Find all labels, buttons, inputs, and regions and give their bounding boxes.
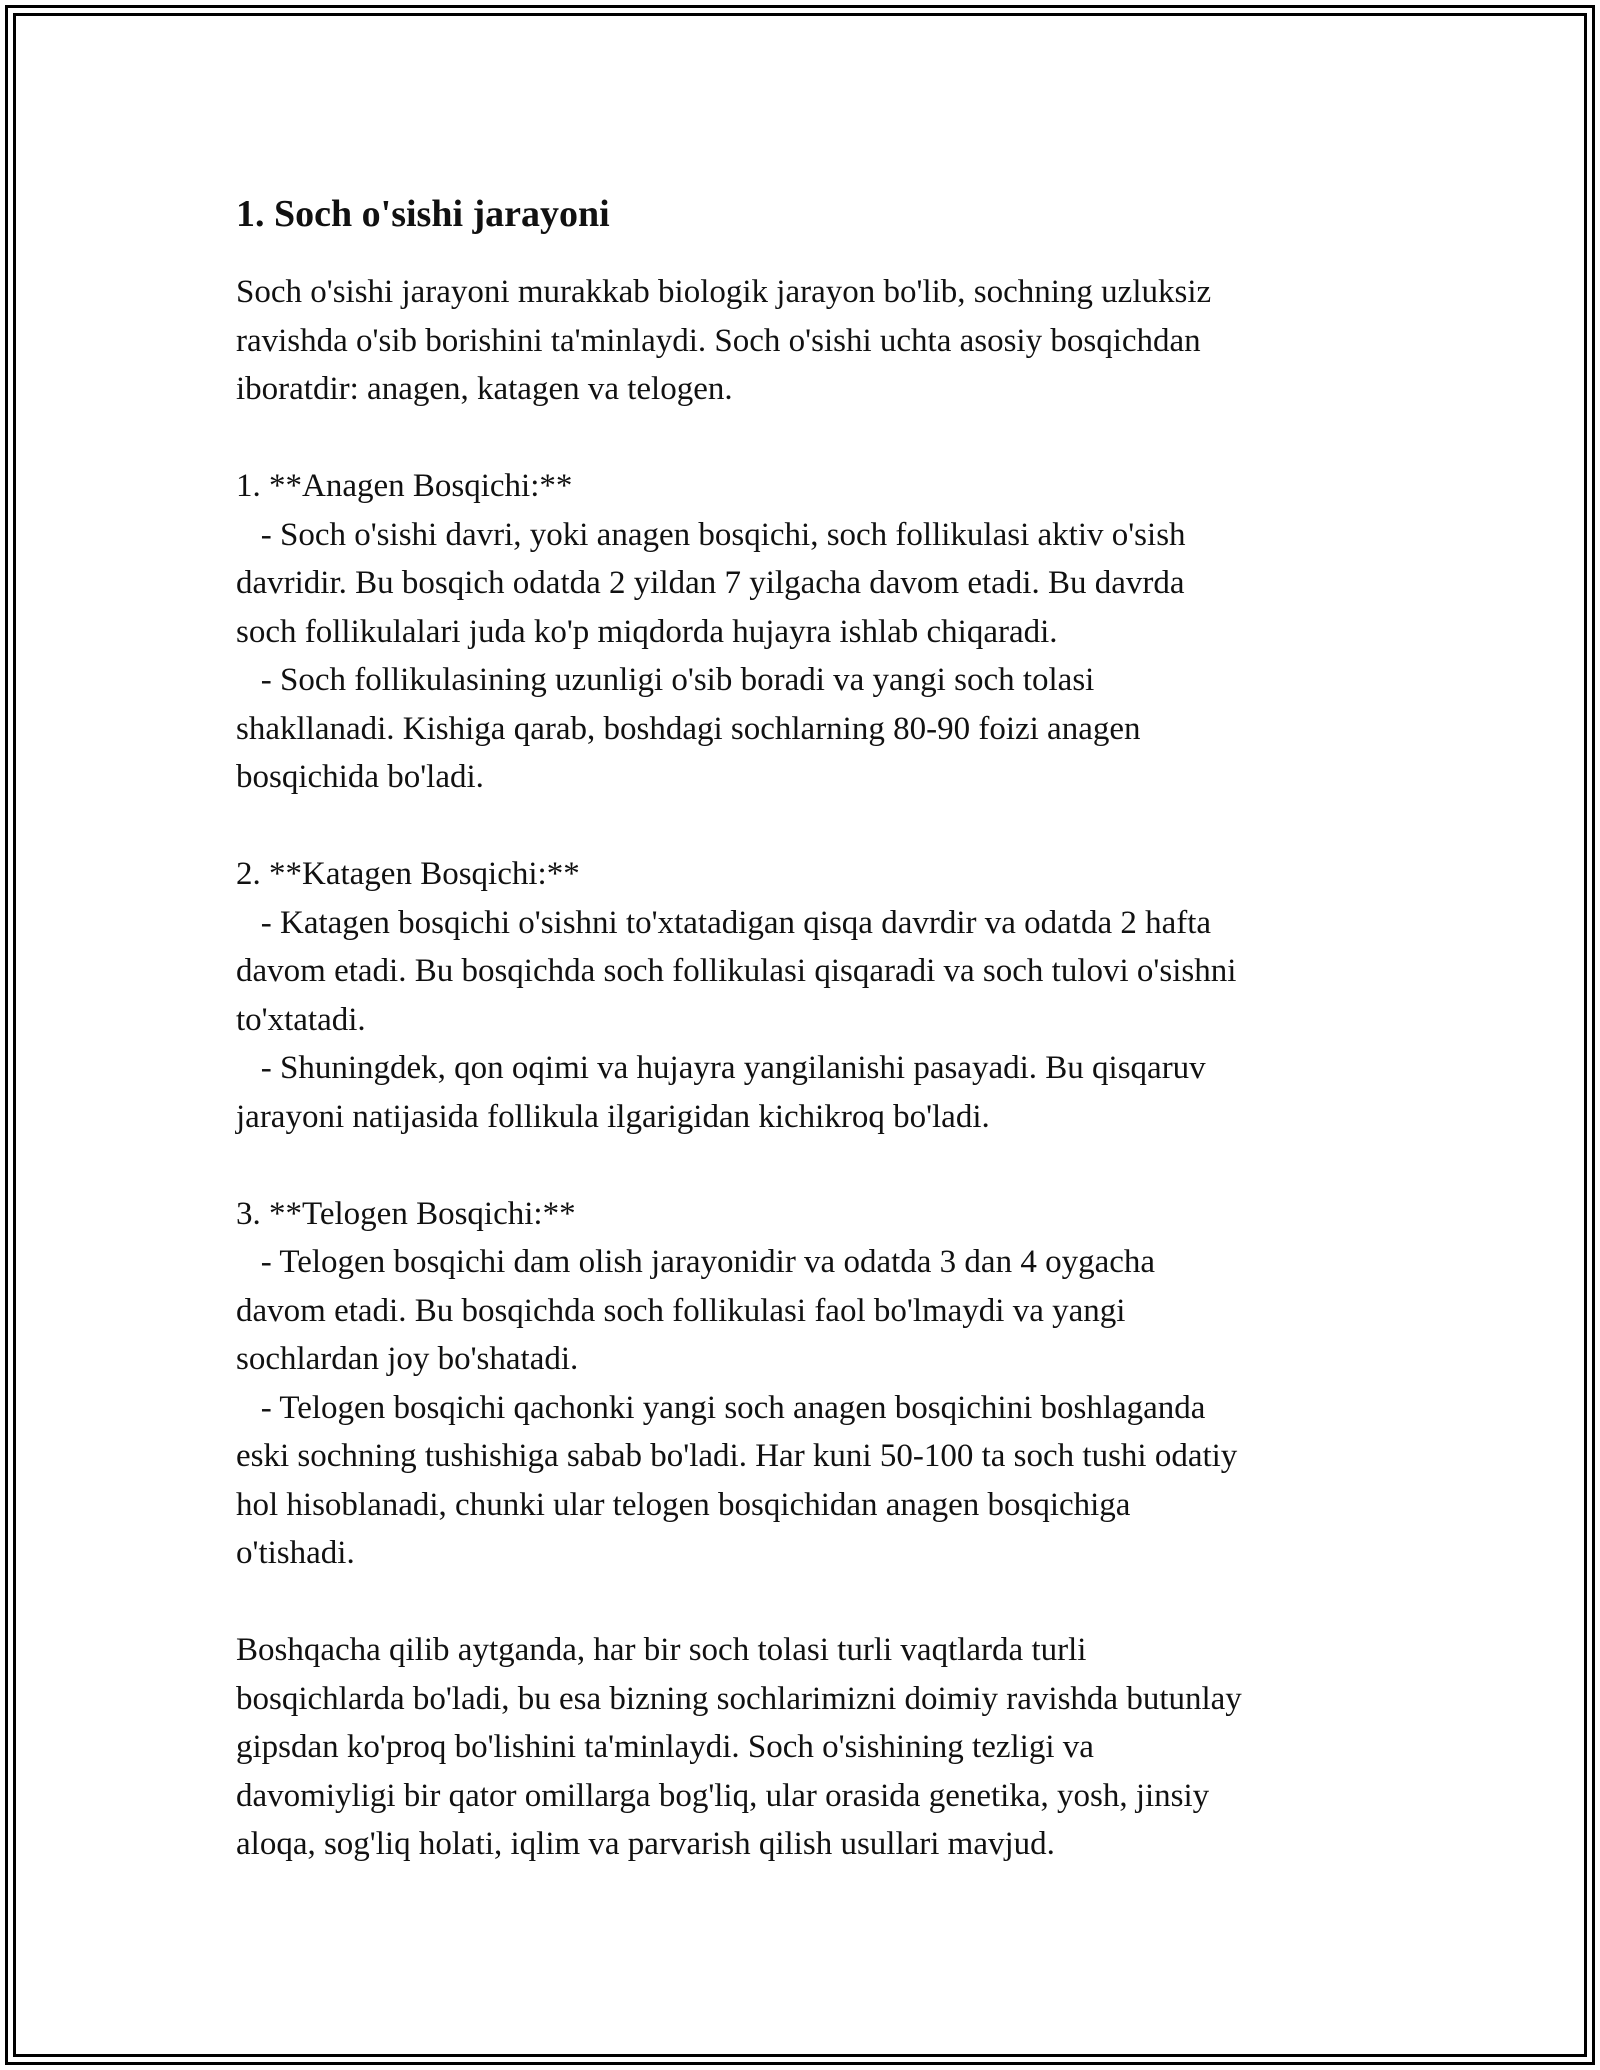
document-body: Soch o'sishi jarayoni murakkab biologik jarayon bo'lib, sochning uzluksiz ravishda o'sib borishini ta'minlaydi. Soch o'sishi uchta asosiy bosqichdan iboratdir: anagen, katagen va telogen. 1. **Anagen Bosqichi:** - Soch o'sishi davri, yoki anagen bosqichi, soch follikulasi aktiv o'sish davridir. Bu bosqich odatda 2 yildan 7 yilgacha davom etadi. Bu davrda soch follikulalari juda ko'p miqdorda hujayra ishlab chiqaradi. - Soch follikulasining uzunligi o'sib boradi va yangi soch tolasi shakllanadi. Kishiga qarab, boshdagi sochlarning 80-90 foizi anagen bosqichida bo'ladi. 2. **Katagen Bosqichi:** - Katagen bosqichi o'sishni to'xtatadigan qisqa davrdir va odatda 2 hafta davom etadi. Bu bosqichda soch follikulasi qisqaradi va soch tulovi o'sishni to'xtatadi. - Shuningdek, qon oqimi va hujayra yangilanishi pasayadi. Bu qisqaruv jarayoni natijasida follikula ilgarigidan kichikroq bo'ladi. 3. **Telogen Bosqichi:** - Telogen bosqichi dam olish jarayonidir va odatda 3 dan 4 oygacha davom etadi. Bu bosqichda soch follikulasi faol bo'lmaydi va yangi sochlardan joy bo'shatadi. - Telogen bosqichi qachonki yangi soch anagen bosqichini boshlaganda eski sochning tushishiga sabab bo'ladi. Har kuni 50-100 ta soch tushi odatiy hol hisoblanadi, chunki ular telogen bosqichidan anagen bosqichiga o'tishadi. Boshqacha qilib aytganda, har bir soch tolasi turli vaqtlarda turli bosqichlarda bo'ladi, bu esa bizning sochlarimizni doimiy ravishda butunlay gipsdan ko'proq bo'lishini ta'minlaydi. Soch o'sishining tezligi va davomiyligi bir qator omillarga bog'liq, ular orasida genetika, yosh, jinsiy aloqa, sog'liq holati, iqlim va parvarish qilish usullari mavjud. [236, 274, 1242, 1862]
document-content [236, 182, 1376, 1869]
document-heading: 1. Soch o'sishi jarayoni [236, 193, 610, 235]
